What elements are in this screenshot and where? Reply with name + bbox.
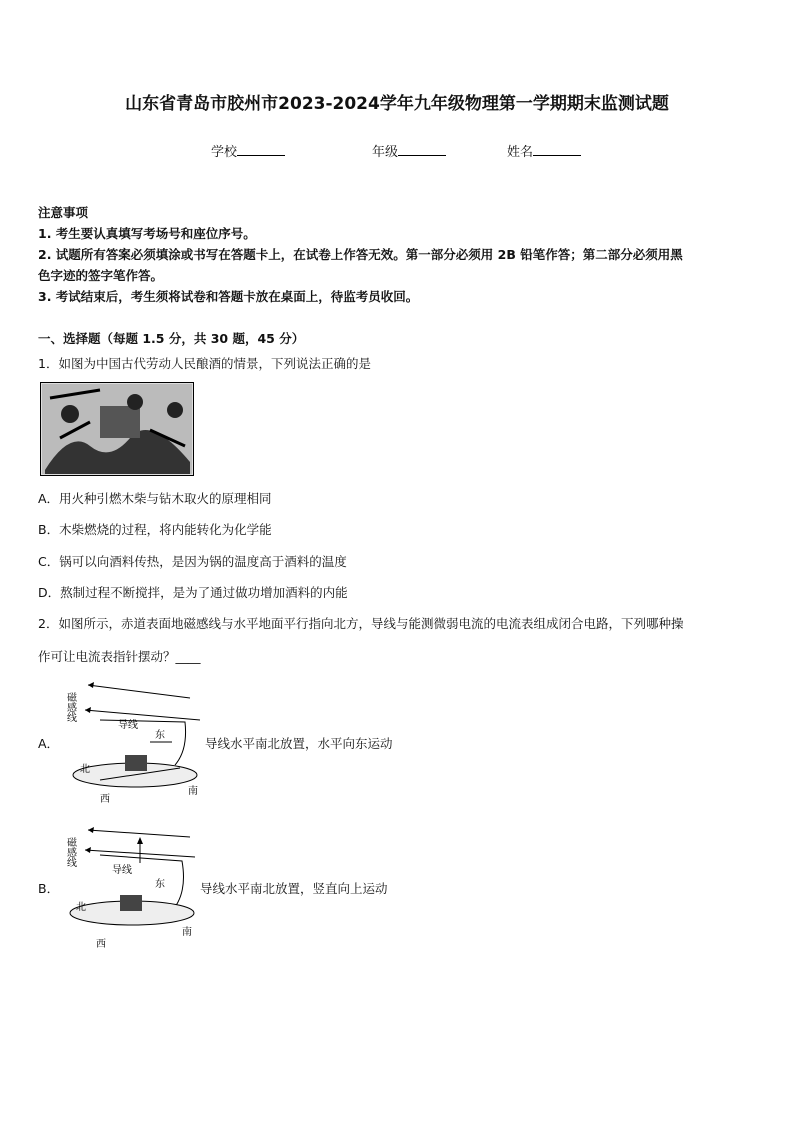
school-field — [211, 141, 285, 160]
wire-label: 导线 — [118, 720, 138, 731]
north-label: 北 — [76, 902, 86, 913]
west-label: 西 — [96, 939, 106, 950]
field-label: 磁感线 — [64, 837, 76, 867]
q1-option-b: B．木柴燃烧的过程，将内能转化为化学能 — [38, 522, 272, 537]
west-label: 西 — [100, 794, 110, 805]
notes-heading: 注意事项 — [38, 205, 89, 220]
name-label: 姓名 — [507, 145, 534, 160]
school-label: 学校 — [211, 145, 238, 160]
question-2-stem-line1: 2．如图所示，赤道表面地磁感线与水平地面平行指向北方，导线与能测微弱电流的电流表组成闭合电路，下列哪种操 — [38, 616, 684, 631]
north-label: 北 — [80, 764, 90, 775]
q2-figure-b — [60, 825, 202, 950]
page-title: 山东省青岛市胶州市2023-2024学年九年级物理第一学期期末监测试题 — [125, 94, 669, 114]
grade-field — [372, 141, 446, 160]
east-label: 东 — [155, 879, 165, 890]
note-item: 2. 试题所有答案必须填涂或书写在答题卡上，在试卷上作答无效。第一部分必须用 2B 铅笔作答；第二部分必须用黑 — [38, 247, 683, 262]
q1-option-a: A．用火种引燃木柴与钻木取火的原理相同 — [38, 491, 272, 506]
east-label: 东 — [155, 730, 165, 741]
south-label: 南 — [188, 786, 198, 797]
brewing-illustration — [40, 382, 194, 476]
grade-label: 年级 — [372, 145, 399, 160]
question-2-stem-line2: 作可让电流表指针摆动？____ — [38, 649, 201, 664]
wire-label: 导线 — [112, 865, 132, 876]
note-item: 1. 考生要认真填写考场号和座位序号。 — [38, 226, 256, 241]
q2-option-b-text: 导线水平南北放置，竖直向上运动 — [200, 881, 388, 896]
q1-option-c: C．锅可以向酒料传热，是因为锅的温度高于酒料的温度 — [38, 554, 347, 569]
question-1-stem: 1．如图为中国古代劳动人民酿酒的情景，下列说法正确的是 — [38, 356, 371, 371]
q2-option-a-letter: A． — [38, 736, 60, 751]
name-field — [507, 141, 581, 160]
q2-figure-a — [60, 680, 205, 805]
note-item: 色字迹的签字笔作答。 — [38, 268, 164, 283]
q1-option-d: D．熬制过程不断搅拌，是为了通过做功增加酒料的内能 — [38, 585, 348, 600]
note-item: 3. 考试结束后，考生须将试卷和答题卡放在桌面上，待监考员收回。 — [38, 289, 419, 304]
q2-option-b-letter: B． — [38, 881, 60, 896]
section-heading: 一、选择题（每题 1.5 分，共 30 题，45 分） — [38, 331, 305, 346]
south-label: 南 — [182, 927, 192, 938]
field-label: 磁感线 — [64, 692, 76, 722]
q2-option-a-text: 导线水平南北放置，水平向东运动 — [205, 736, 393, 751]
